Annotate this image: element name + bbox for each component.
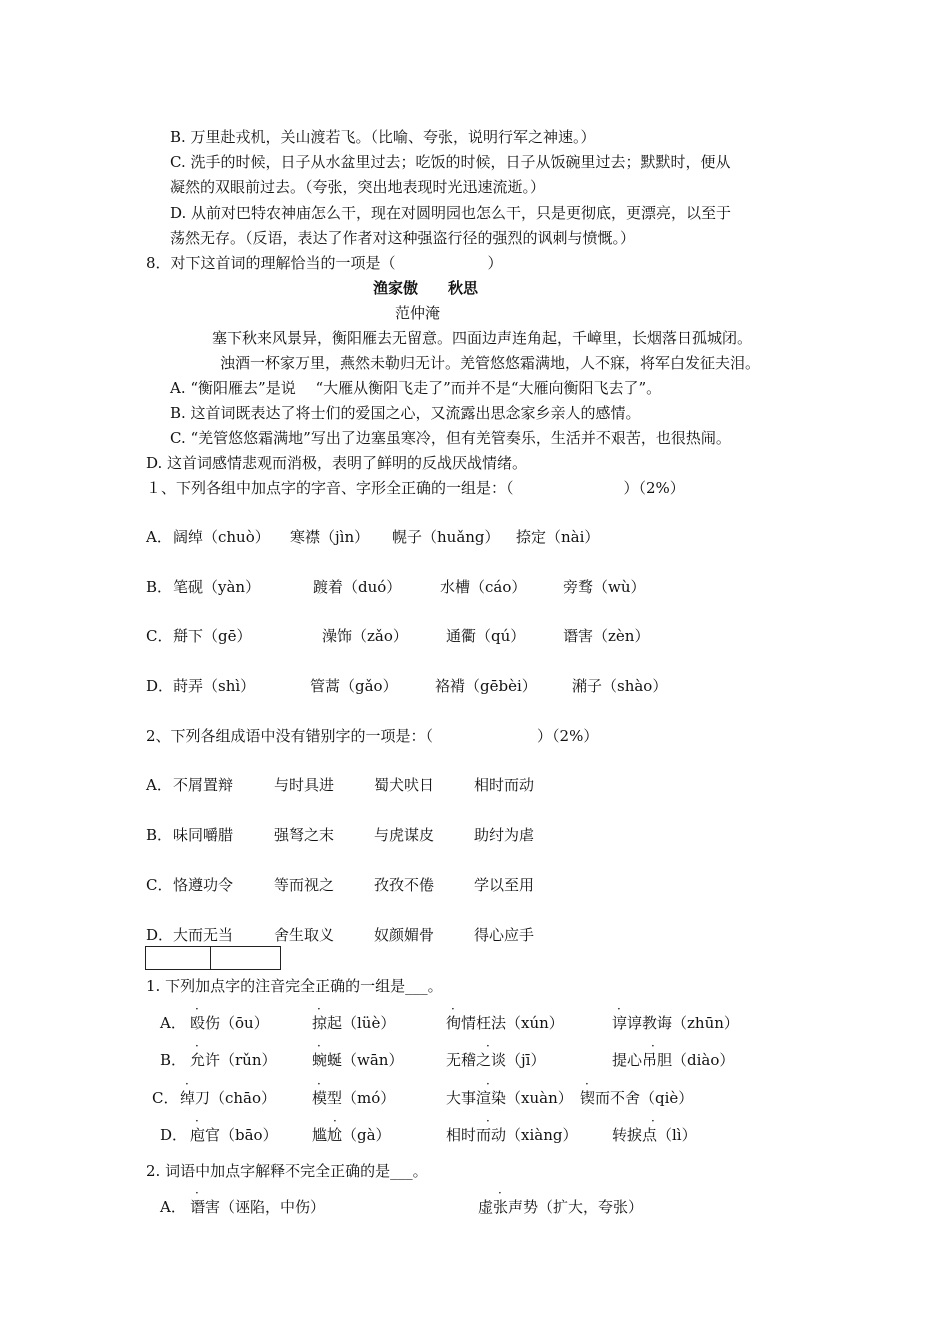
- prev-option-c-line1: C. 洗手的时候，日子从水盆里过去；吃饭的时候，日子从饭碗里过去；默默时，便从: [170, 153, 731, 171]
- emphasis-dot-icon: ·: [498, 1186, 502, 1200]
- q8-stem: [146, 253, 503, 273]
- q2-c-item-3: 孜孜不倦: [374, 876, 435, 894]
- q3-row-b-label: B．: [160, 1051, 187, 1069]
- emphasis-dot-icon: ·: [195, 1002, 199, 1016]
- q2-row-a-label: A．: [146, 776, 172, 794]
- q4-stem: 2. 词语中加点字解释不完全正确的是___。: [146, 1162, 428, 1180]
- emphasis-dot-icon: ·: [617, 1002, 621, 1016]
- emphasis-dot-icon: ·: [195, 1039, 199, 1053]
- q2-a-item-1: 不屑置辩: [173, 776, 234, 794]
- q1-a-item-2: 寒襟（jìn）: [290, 528, 370, 546]
- option-label: A．: [146, 528, 172, 546]
- emphasis-dot-icon: ·: [486, 1114, 490, 1128]
- emphasis-dot-icon: ·: [651, 1039, 655, 1053]
- q1-b-item-1: 笔砚（yàn）: [173, 578, 261, 596]
- q1-a-item-3: 幌子（huǎng）: [392, 528, 500, 546]
- q2-b-item-2: 强弩之末: [274, 826, 335, 844]
- q2-d-item-1: 大而无当: [173, 926, 234, 944]
- q1-b-item-2: 踱着（duó）: [313, 578, 402, 596]
- emphasis-dot-icon: ·: [585, 1077, 589, 1091]
- q2-row-c-label: C．: [146, 876, 173, 894]
- q2-c-item-2: 等而视之: [274, 876, 335, 894]
- q8-option-d: D. 这首词感情悲观而消极，表明了鲜明的反战厌战情绪。: [146, 454, 528, 472]
- q8-stem-end: ）: [487, 254, 503, 272]
- q1-b-item-4: 旁骛（wù）: [563, 578, 646, 596]
- q1-d-item-4: 潲子（shào）: [572, 677, 668, 695]
- q1-d-item-2: 管蒿（gǎo）: [310, 677, 398, 695]
- q3-a-item-4: 谆谆教诲（zhūn）: [612, 1014, 739, 1032]
- q2-d-item-2: 舍生取义: [274, 926, 335, 944]
- q3-b-item-1: 允许（rǔn）: [190, 1051, 277, 1069]
- q2-stem-start: 2、下列各组成语中没有错别字的一项是：（: [146, 727, 434, 745]
- q3-row-c-label: C．: [152, 1089, 179, 1107]
- score-table-divider: [210, 947, 211, 969]
- q4-row-a-label: A．: [160, 1198, 186, 1216]
- q1-c-item-2: 澡饰（zǎo）: [322, 627, 408, 645]
- score-table: [145, 946, 281, 970]
- q2-b-item-4: 助纣为虐: [474, 826, 535, 844]
- q1-b-item-3: 水槽（cáo）: [440, 578, 527, 596]
- q1-d-item-1: 莳弄（shì）: [173, 677, 256, 695]
- q3-a-item-2: 掠起（lüè）: [312, 1014, 396, 1032]
- prev-option-d-line1: D. 从前对巴特农神庙怎么干，现在对圆明园也怎么干，只是更彻底，更漂亮，以至于: [170, 204, 732, 222]
- q2-b-item-1: 味同嚼腊: [173, 826, 234, 844]
- q1-stem-end: ）（2%）: [623, 479, 685, 497]
- q1-a-item-4: 捺定（nài）: [516, 528, 600, 546]
- q3-b-item-4: 提心吊胆（diào）: [612, 1051, 735, 1069]
- q3-d-item-2: 尴尬（gà）: [312, 1126, 391, 1144]
- q1-row-c-label: C．: [146, 627, 173, 645]
- poem-author: 范仲淹: [395, 304, 441, 322]
- emphasis-dot-icon: ·: [486, 1077, 490, 1091]
- emphasis-dot-icon: ·: [486, 1039, 490, 1053]
- q3-a-item-1: 殴伤（ōu）: [190, 1014, 269, 1032]
- q3-b-item-2: 蜿蜒（wān）: [312, 1051, 404, 1069]
- q2-stem: [146, 726, 598, 746]
- q1-row-d-label: D．: [146, 677, 174, 695]
- q8-stem-start: 8．对下这首词的理解恰当的一项是（: [146, 254, 396, 272]
- q1-row-a: [146, 527, 172, 547]
- q3-stem: 1. 下列加点字的注音完全正确的一组是___。: [146, 977, 443, 995]
- emphasis-dot-icon: ·: [185, 1077, 189, 1091]
- emphasis-dot-icon: ·: [317, 1077, 321, 1091]
- prev-option-c-line2: 凝然的双眼前过去。（夸张，突出地表现时光迅速流逝。）: [170, 178, 546, 196]
- prev-option-b: B. 万里赴戎机，关山渡若飞。（比喻、夸张，说明行军之神速。）: [170, 128, 596, 146]
- q3-row-d-label: D．: [160, 1126, 188, 1144]
- q8-option-b: B. 这首词既表达了将士们的爱国之心，又流露出思念家乡亲人的感情。: [170, 404, 641, 422]
- poem-line-1: 塞下秋来风景异，衡阳雁去无留意。四面边声连角起，千嶂里，长烟落日孤城闭。: [212, 329, 753, 347]
- q8-option-a: A. “衡阳雁去”是说 “大雁从衡阳飞走了”而并不是“大雁向衡阳飞去了”。: [170, 379, 662, 397]
- emphasis-dot-icon: ·: [651, 1114, 655, 1128]
- q2-c-item-4: 学以至用: [474, 876, 535, 894]
- prev-option-d-line2: 荡然无存。（反语，表达了作者对这种强盗行径的强烈的讽刺与愤慨。）: [170, 229, 636, 247]
- q3-b-item-3: 无稽之谈（jī）: [446, 1051, 546, 1069]
- q2-d-item-4: 得心应手: [474, 926, 535, 944]
- poem-line-2: 浊酒一杯家万里，燕然未勒归无计。羌管悠悠霜满地，人不寐，将军白发征夫泪。: [220, 354, 761, 372]
- q3-c-item-3: 大事渲染（xuàn）: [446, 1089, 573, 1107]
- q1-d-item-3: 袼褙（gēbèi）: [435, 677, 537, 695]
- q2-a-item-4: 相时而动: [474, 776, 535, 794]
- q2-stem-end: ）（2%）: [537, 727, 599, 745]
- q1-c-item-1: 搿下（gē）: [173, 627, 252, 645]
- q3-d-item-4: 转捩点（lì）: [612, 1126, 697, 1144]
- q4-a-item-1: 谮害（诬陷，中伤）: [190, 1198, 326, 1216]
- poem-title: 渔家傲 秋思: [373, 279, 479, 297]
- q2-c-item-1: 恪遵功令: [173, 876, 234, 894]
- q4-a-item-2: 虚张声势（扩大，夸张）: [478, 1198, 644, 1216]
- q3-a-item-3: 徇情枉法（xún）: [446, 1014, 564, 1032]
- q2-d-item-3: 奴颜媚骨: [374, 926, 435, 944]
- q2-a-item-3: 蜀犬吠日: [374, 776, 435, 794]
- emphasis-dot-icon: ·: [317, 1002, 321, 1016]
- emphasis-dot-icon: ·: [451, 1002, 455, 1016]
- q3-c-item-2: 模型（mó）: [312, 1089, 396, 1107]
- q3-row-a-label: A．: [160, 1014, 186, 1032]
- q3-c-item-1: 绰刀（chāo）: [180, 1089, 277, 1107]
- emphasis-dot-icon: ·: [195, 1114, 199, 1128]
- q1-stem-start: １、下列各组中加点字的字音、字形全正确的一组是：（: [146, 479, 514, 497]
- q8-option-c: C. “羌管悠悠霜满地”写出了边塞虽寒冷，但有羌管奏乐，生活并不艰苦，也很热闹。: [170, 429, 731, 447]
- q1-a-item-1: 阔绰（chuò）: [173, 528, 270, 546]
- emphasis-dot-icon: ·: [317, 1039, 321, 1053]
- q1-c-item-4: 谮害（zèn）: [563, 627, 650, 645]
- q1-row-b-label: B．: [146, 578, 173, 596]
- q3-d-item-3: 相时而动（xiàng）: [446, 1126, 578, 1144]
- emphasis-dot-icon: ·: [333, 1114, 337, 1128]
- q1-stem: [146, 478, 685, 498]
- q2-row-d-label: D．: [146, 926, 174, 944]
- q1-c-item-3: 通衢（qú）: [446, 627, 526, 645]
- q3-c-item-4: 锲而不舍（qiè）: [580, 1089, 694, 1107]
- q2-b-item-3: 与虎谋皮: [374, 826, 435, 844]
- emphasis-dot-icon: ·: [195, 1186, 199, 1200]
- q3-d-item-1: 庖官（bāo）: [190, 1126, 278, 1144]
- q2-row-b-label: B．: [146, 826, 173, 844]
- q2-a-item-2: 与时具进: [274, 776, 335, 794]
